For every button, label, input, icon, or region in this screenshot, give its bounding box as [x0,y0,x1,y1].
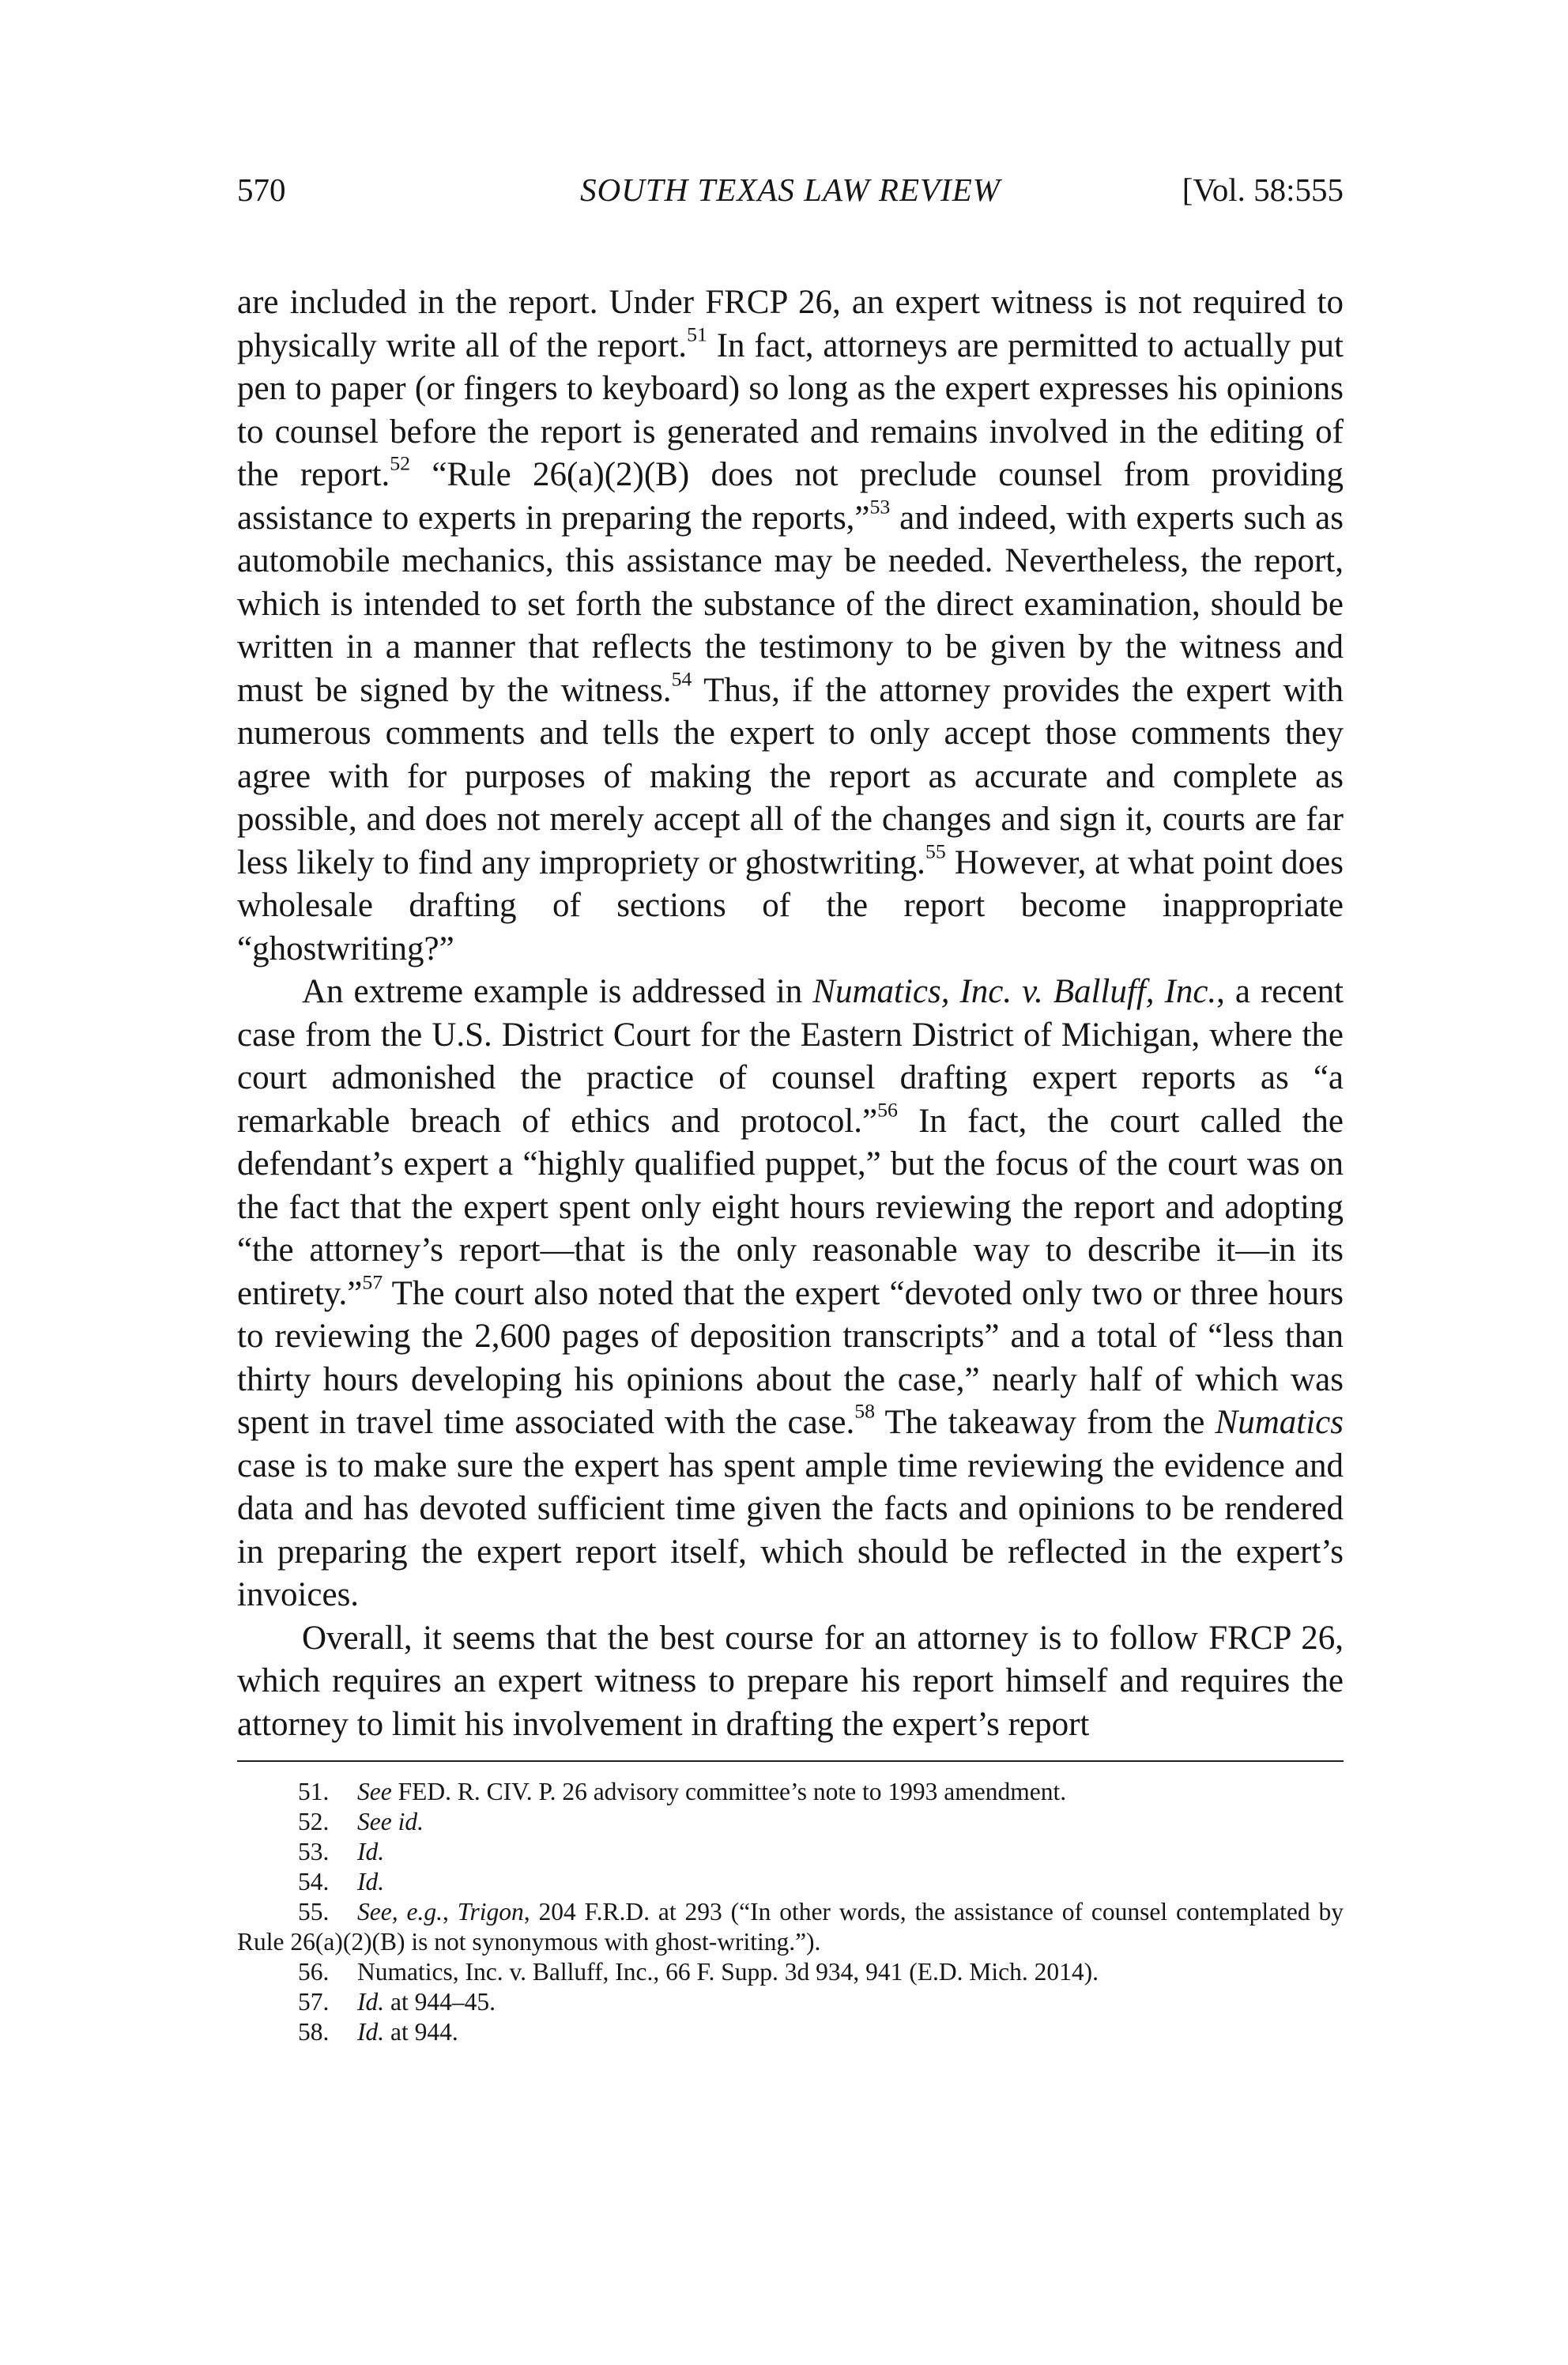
footnote-number: 52. [298,1808,330,1835]
footnote-number: 58. [298,2018,330,2046]
body-text [237,281,1344,1746]
text-run: Numatics, Inc. v. Balluff, Inc., 66 F. Supp. 3d 934, 941 (E.D. Mich. 2014). [357,1958,1099,1986]
footnote-number: 54. [298,1868,330,1895]
footnote-number: 57. [298,1988,330,2016]
running-header [237,166,1344,213]
footnote-number: 56. [298,1958,330,1986]
text-run: Overall, it seems that the best course for an attorney is to follow FRCP 26, which requires an expert witness to prepare his report himself and requires the attorney to limit his involvement in drafting the expert’s report [237,1619,1344,1743]
text-run: and indeed, with experts such as automobile mechanics, this assistance may be needed. Nevertheless, the report, which is intended to set forth the substance of the direct examination, should be written in a manner that reflects the testimony to be given by the witness and must be signed by the witness. [237,499,1344,709]
text-run: However, at what point does wholesale drafting of sections of the report become inappropriate “ghostwriting?” [237,843,1344,968]
italic-text: See [357,1778,392,1805]
footnote-text [237,1898,1344,1956]
footnote-reference: 51 [687,322,707,346]
footnote-text [357,1988,496,2016]
footnote-text [357,2018,458,2046]
italic-text: Numatics, Inc. v. Balluff, Inc. [812,973,1217,1010]
footnote-reference: 56 [877,1098,898,1122]
footnote-reference: 55 [925,839,946,863]
text-run: at 944–45. [384,1988,496,2016]
footnote-reference: 52 [390,451,411,475]
footnote-reference: 58 [854,1399,876,1423]
text-run: at 944. [384,2018,458,2046]
footnote-text [357,1838,384,1865]
body-paragraph [237,1617,1344,1747]
footnote-text [357,1808,424,1835]
footnote-number: 51. [298,1778,330,1805]
italic-text: Id. [357,2018,385,2046]
text-run: , a recent case from the U.S. District Court for the Eastern District of Michigan, where the court admonished the practice of counsel drafting expert reports as “a remarkable breach of ethics and protocol.” [237,973,1344,1140]
text-run: In fact, attorneys are permitted to actually put pen to paper (or fingers to keyboard) so long as the expert expresses his opinions to counsel before the report is generated and remains involved in the editing of the report. [237,326,1344,493]
footnote-text [357,1958,1099,1986]
footnote [237,1837,1344,1867]
footnote [237,1987,1344,2017]
italic-text: Numatics [1215,1404,1344,1441]
footnote-reference: 53 [869,495,891,519]
text-run: The takeaway from the [875,1404,1216,1441]
footnote [237,2017,1344,2047]
text-run: , [442,1898,458,1926]
footnote [237,1897,1344,1957]
text-run: An extreme example is addressed in [302,973,813,1010]
text-run: In fact, the court called the defendant’s expert a “highly qualified puppet,” but the focus of the court was on the fact that the expert spent only eight hours reviewing the report and adopting “the attorney’s report—that is the only reasonable way to describe it—in its entirety.” [237,1102,1344,1312]
italic-text: Id. [357,1988,385,2016]
footnote [237,1867,1344,1897]
text-run: The court also noted that the expert “devoted only two or three hours to reviewing the 2,600 pages of deposition transcripts” and a total of “less than thirty hours developing his opinions about the case,” nearly half of which was spent in travel time associated with the case. [237,1274,1344,1441]
italic-text: See, e.g. [357,1898,443,1926]
text-run: case is to make sure the expert has spent ample time reviewing the evidence and data and has devoted sufficient time given the facts and opinions to be rendered in preparing the expert report itself, which should be reflected in the expert’s invoices. [237,1447,1344,1613]
page-number: 570 [237,172,286,208]
italic-text: See id. [357,1808,424,1835]
text-run: FED. R. CIV. P. 26 advisory committee’s note to 1993 amendment. [391,1778,1067,1805]
footnote [237,1957,1344,1987]
footnote-reference: 57 [362,1270,383,1294]
italic-text: Trigon [457,1898,524,1926]
footnote-divider [237,1760,1344,1762]
body-paragraph [237,281,1344,971]
footnote [237,1777,1344,1807]
volume-citation: [Vol. 58:555 [1182,172,1344,208]
footnote-text [357,1868,384,1895]
italic-text: Id. [357,1868,385,1895]
footnote-number: 53. [298,1838,330,1865]
footnote [237,1807,1344,1837]
text-run: are included in the report. Under FRCP 26, an expert witness is not required to physically write all of the report. [237,284,1344,364]
footnotes [237,1777,1344,2047]
footnote-number: 55. [298,1898,330,1926]
footnote-text [357,1778,1066,1805]
journal-title: SOUTH TEXAS LAW REVIEW [580,172,1001,208]
text-run: Thus, if the attorney provides the expert with numerous comments and tells the expert to only accept those comments they agree with for purposes of making the report as accurate and complete as possible, and does not merely accept all of the changes and sign it, courts are far less likely to find any impropriety or ghostwriting. [237,671,1344,881]
footnote-reference: 54 [671,667,692,691]
body-paragraph [237,971,1344,1617]
text-run: , 204 F.R.D. at 293 (“In other words, the assistance of counsel contemplated by Rule 26(a)(2)(B) is not synonymous with ghost-writing.”). [237,1898,1344,1956]
italic-text: Id. [357,1838,385,1865]
text-run: “Rule 26(a)(2)(B) does not preclude counsel from providing assistance to experts in preparing the reports,” [237,456,1344,537]
